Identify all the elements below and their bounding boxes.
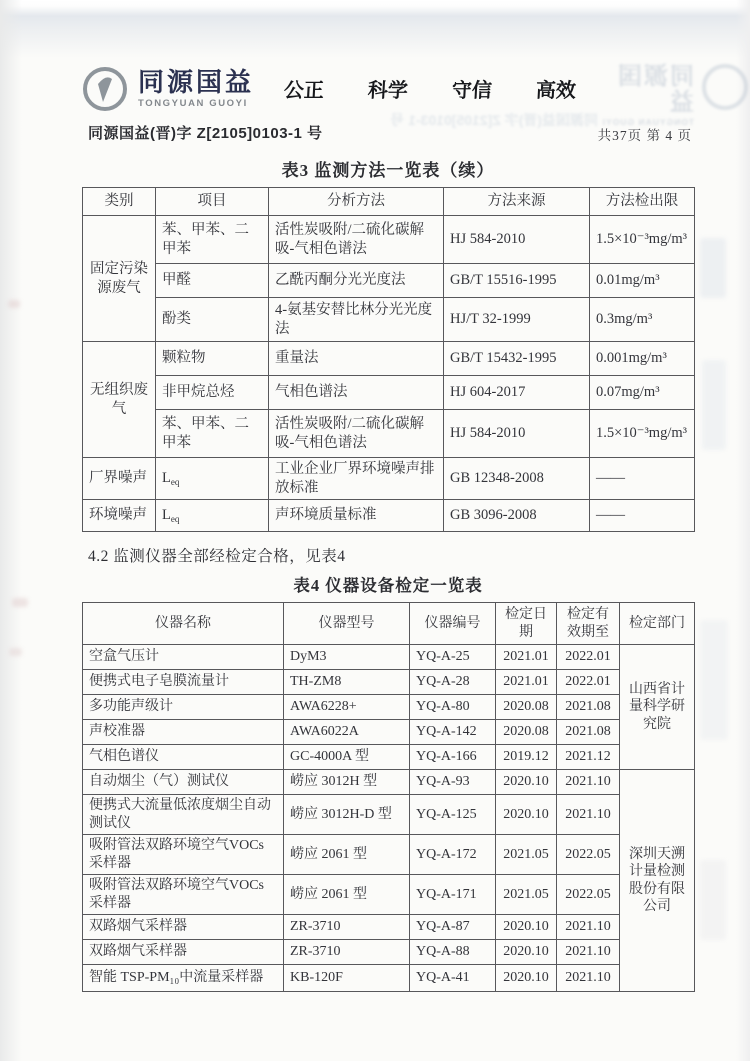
cell-name: 智能 TSP-PM₁₀中流量采样器 xyxy=(83,965,284,992)
bleed-mark xyxy=(700,238,726,298)
cell-model: KB-120F xyxy=(284,965,410,992)
table-row xyxy=(83,745,695,770)
table-row xyxy=(83,216,695,264)
cell-source: HJ/T 32-1999 xyxy=(444,298,590,342)
table-row xyxy=(83,795,695,835)
col-header-category: 类别 xyxy=(83,188,156,216)
cell-date: 2019.12 xyxy=(496,745,557,770)
cell-date: 2020.10 xyxy=(496,770,557,795)
cell-date: 2021.05 xyxy=(496,835,557,875)
cell-limit: 1.5×10⁻³mg/m³ xyxy=(590,216,695,264)
col-header-method: 分析方法 xyxy=(269,188,444,216)
cell-method: 气相色谱法 xyxy=(269,376,444,410)
cell-name: 便携式大流量低浓度烟尘自动测试仪 xyxy=(83,795,284,835)
cell-valid: 2021.08 xyxy=(557,695,620,720)
col-header-limit: 方法检出限 xyxy=(590,188,695,216)
cell-limit: —— xyxy=(590,458,695,500)
cell-method: 声环境质量标准 xyxy=(269,500,444,532)
cell-date: 2020.08 xyxy=(496,695,557,720)
table-header-row xyxy=(83,603,695,645)
table-row xyxy=(83,835,695,875)
cell-valid: 2022.01 xyxy=(557,645,620,670)
table-row xyxy=(83,915,695,940)
bleed-mark xyxy=(702,360,726,450)
table-row xyxy=(83,298,695,342)
cell-limit: 0.3mg/m³ xyxy=(590,298,695,342)
cell-source: GB 12348-2008 xyxy=(444,458,590,500)
cell-serial: YQ-A-25 xyxy=(410,645,496,670)
cell-valid: 2021.12 xyxy=(557,745,620,770)
cell-name: 双路烟气采样器 xyxy=(83,940,284,965)
cell-date: 2021.01 xyxy=(496,670,557,695)
cell-limit: 0.001mg/m³ xyxy=(590,342,695,376)
cell-name: 声校准器 xyxy=(83,720,284,745)
cell-serial: YQ-A-171 xyxy=(410,875,496,915)
cell-model: AWA6228+ xyxy=(284,695,410,720)
table-row xyxy=(83,410,695,458)
table-row xyxy=(83,376,695,410)
slogan-word: 高效 xyxy=(535,80,577,102)
bleed-brand-en-text: TONGYUAN GUOYI xyxy=(601,116,694,127)
cell-serial: YQ-A-142 xyxy=(410,720,496,745)
bleed-mark xyxy=(700,620,728,740)
cell-model: 崂应 3012H 型 xyxy=(284,770,410,795)
table-row xyxy=(83,875,695,915)
cell-source: GB 3096-2008 xyxy=(444,500,590,532)
cell-name: 空盒气压计 xyxy=(83,645,284,670)
col-header-valid-until: 检定有效期至 xyxy=(557,603,620,645)
cell-model: ZR-3710 xyxy=(284,915,410,940)
cell-limit: 1.5×10⁻³mg/m³ xyxy=(590,410,695,458)
table-row xyxy=(83,940,695,965)
cell-valid: 2021.10 xyxy=(557,940,620,965)
cell-serial: YQ-A-125 xyxy=(410,795,496,835)
table-row xyxy=(83,965,695,992)
slogan-word: 科学 xyxy=(367,80,409,102)
cell-serial: YQ-A-80 xyxy=(410,695,496,720)
tongyuan-logo-icon xyxy=(82,66,128,112)
cell-date: 2020.10 xyxy=(496,915,557,940)
cell-category: 厂界噪声 xyxy=(83,458,156,500)
table3-title: 表3 监测方法一览表（续） xyxy=(281,161,495,180)
cell-item: 苯、甲苯、二甲苯 xyxy=(156,216,269,264)
cell-item: $L_{eq}$ xyxy=(156,500,269,532)
cell-serial: YQ-A-166 xyxy=(410,745,496,770)
cell-item: 酚类 xyxy=(156,298,269,342)
cell-name: 自动烟尘（气）测试仪 xyxy=(83,770,284,795)
cell-source: GB/T 15432-1995 xyxy=(444,342,590,376)
cell-source: HJ 604-2017 xyxy=(444,376,590,410)
bleed-doc-number-ghost: 同源国益(晋)字 Z[2105]0103-1 号 xyxy=(390,112,598,128)
cell-date: 2020.10 xyxy=(496,965,557,992)
cell-valid: 2022.05 xyxy=(557,835,620,875)
col-header-instrument-name: 仪器名称 xyxy=(83,603,284,645)
cell-valid: 2021.10 xyxy=(557,795,620,835)
slogan xyxy=(283,74,577,103)
document-number: 同源国益(晋)字 Z[2105]0103-1 号 xyxy=(88,125,323,142)
brand-name-en: TONGYUAN GUOYI xyxy=(138,97,248,109)
cell-source: HJ 584-2010 xyxy=(444,216,590,264)
col-header-model: 仪器型号 xyxy=(284,603,410,645)
cell-valid: 2021.10 xyxy=(557,770,620,795)
scan-shadow-left xyxy=(0,0,22,1061)
table-row xyxy=(83,720,695,745)
cell-method: 工业企业厂界环境噪声排放标准 xyxy=(269,458,444,500)
document-meta-row xyxy=(82,120,694,148)
cell-date: 2020.10 xyxy=(496,940,557,965)
cell-date: 2021.01 xyxy=(496,645,557,670)
table-row xyxy=(83,500,695,532)
cell-serial: YQ-A-87 xyxy=(410,915,496,940)
col-header-verify-date: 检定日期 xyxy=(496,603,557,645)
cell-item: 甲醛 xyxy=(156,264,269,298)
bleed-brand-text: 同源国益 xyxy=(616,63,694,117)
cell-valid: 2022.01 xyxy=(557,670,620,695)
cell-model: ZR-3710 xyxy=(284,940,410,965)
cell-model: TH-ZM8 xyxy=(284,670,410,695)
cell-serial: YQ-A-41 xyxy=(410,965,496,992)
table-header-row xyxy=(83,188,695,216)
table4-instrument-verification xyxy=(82,602,695,992)
cell-item: $L_{eq}$ xyxy=(156,458,269,500)
cell-name: 便携式电子皂膜流量计 xyxy=(83,670,284,695)
cell-name: 双路烟气采样器 xyxy=(83,915,284,940)
cell-category: 环境噪声 xyxy=(83,500,156,532)
cell-method: 4-氨基安替比林分光光度法 xyxy=(269,298,444,342)
cell-valid: 2022.05 xyxy=(557,875,620,915)
cell-serial: YQ-A-88 xyxy=(410,940,496,965)
table-row xyxy=(83,695,695,720)
cell-serial: YQ-A-28 xyxy=(410,670,496,695)
cell-model: GC-4000A 型 xyxy=(284,745,410,770)
slogan-word: 守信 xyxy=(451,80,493,102)
cell-name: 多功能声级计 xyxy=(83,695,284,720)
report-header xyxy=(82,62,694,118)
cell-method: 活性炭吸附/二硫化碳解吸-气相色谱法 xyxy=(269,216,444,264)
cell-item: 颗粒物 xyxy=(156,342,269,376)
cell-model: AWA6022A xyxy=(284,720,410,745)
cell-method: 乙酰丙酮分光光度法 xyxy=(269,264,444,298)
cell-model: 崂应 2061 型 xyxy=(284,875,410,915)
cell-name: 吸附管法双路环境空气VOCs 采样器 xyxy=(83,875,284,915)
scan-shadow-top xyxy=(0,0,750,60)
col-header-item: 项目 xyxy=(156,188,269,216)
cell-name: 吸附管法双路环境空气VOCs 采样器 xyxy=(83,835,284,875)
cell-model: DyM3 xyxy=(284,645,410,670)
cell-date: 2020.08 xyxy=(496,720,557,745)
table-row xyxy=(83,458,695,500)
cell-source: HJ 584-2010 xyxy=(444,410,590,458)
brand-name: 同源国益 xyxy=(138,67,255,97)
cell-model: 崂应 3012H-D 型 xyxy=(284,795,410,835)
page-number-info: 共37页 第 4 页 xyxy=(597,128,692,143)
cell-valid: 2021.10 xyxy=(557,965,620,992)
table3-monitoring-methods xyxy=(82,187,695,532)
table-row xyxy=(83,645,695,670)
col-header-serial: 仪器编号 xyxy=(410,603,496,645)
cell-department: 山西省计量科学研究院 xyxy=(620,645,695,770)
cell-limit: 0.07mg/m³ xyxy=(590,376,695,410)
cell-category: 无组织废气 xyxy=(83,342,156,458)
scan-shadow-right xyxy=(736,0,750,1061)
cell-method: 活性炭吸附/二硫化碳解吸-气相色谱法 xyxy=(269,410,444,458)
cell-item: 苯、甲苯、二甲苯 xyxy=(156,410,269,458)
cell-date: 2021.05 xyxy=(496,875,557,915)
bleed-mark xyxy=(700,860,726,940)
cell-method: 重量法 xyxy=(269,342,444,376)
table-row xyxy=(83,770,695,795)
cell-limit: 0.01mg/m³ xyxy=(590,264,695,298)
cell-serial: YQ-A-93 xyxy=(410,770,496,795)
cell-valid: 2021.10 xyxy=(557,915,620,940)
cell-date: 2020.10 xyxy=(496,795,557,835)
cell-category: 固定污染源废气 xyxy=(83,216,156,342)
cell-department: 深圳天溯计量检测股份有限公司 xyxy=(620,770,695,992)
cell-valid: 2021.08 xyxy=(557,720,620,745)
cell-serial: YQ-A-172 xyxy=(410,835,496,875)
section-4-2-text: 4.2 监测仪器全部经检定合格，见表4 xyxy=(88,548,346,565)
table-row xyxy=(83,342,695,376)
col-header-department: 检定部门 xyxy=(620,603,695,645)
table4-title: 表4 仪器设备检定一览表 xyxy=(293,576,483,595)
table-row xyxy=(83,670,695,695)
cell-source: GB/T 15516-1995 xyxy=(444,264,590,298)
cell-model: 崂应 2061 型 xyxy=(284,835,410,875)
cell-item: 非甲烷总烃 xyxy=(156,376,269,410)
table-row xyxy=(83,264,695,298)
slogan-word: 公正 xyxy=(283,80,325,102)
cell-limit: —— xyxy=(590,500,695,532)
col-header-source: 方法来源 xyxy=(444,188,590,216)
cell-name: 气相色谱仪 xyxy=(83,745,284,770)
